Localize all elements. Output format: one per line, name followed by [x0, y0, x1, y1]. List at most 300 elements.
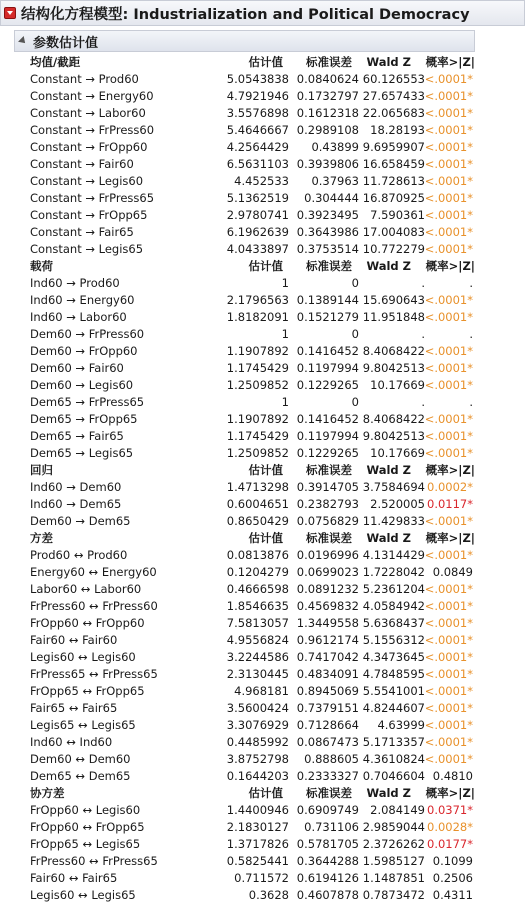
wald-z-cell: 3.7584694 — [362, 480, 425, 494]
term-cell: Constant → Energy60 — [30, 89, 154, 103]
std-error-cell: 0.3914705 — [296, 480, 359, 494]
table-row — [26, 564, 475, 581]
estimate-cell: 6.5631103 — [226, 157, 289, 171]
wald-z-cell: 27.657433 — [362, 89, 425, 103]
group-header-row — [26, 258, 475, 275]
std-error-cell: 0.3753514 — [296, 242, 359, 256]
table-row — [26, 190, 475, 207]
table-row — [26, 479, 475, 496]
prob-cell: <.0001* — [424, 140, 473, 154]
table-row — [26, 428, 475, 445]
std-error-cell: 0.43899 — [311, 140, 359, 154]
std-error-cell: 0.6909749 — [296, 803, 359, 817]
std-error-cell: 0.4834091 — [296, 667, 359, 681]
table-row — [26, 632, 475, 649]
wald-z-cell: 5.2361204 — [362, 582, 425, 596]
std-error-cell: 0.0196996 — [296, 548, 359, 562]
prob-cell: 0.0117* — [427, 497, 473, 511]
estimate-cell: 0.4666598 — [226, 582, 289, 596]
group-label: 载荷 — [30, 259, 53, 273]
prob-cell: <.0001* — [424, 242, 473, 256]
estimate-cell: 1 — [281, 276, 289, 290]
column-header-wald-z: Wald Z — [366, 786, 411, 800]
wald-z-cell: 1.7228042 — [362, 565, 425, 579]
estimate-cell: 2.1796563 — [226, 293, 289, 307]
estimate-cell: 1 — [281, 395, 289, 409]
table-row — [26, 343, 475, 360]
prob-cell: <.0001* — [424, 106, 473, 120]
prob-cell: 0.0002* — [427, 480, 473, 494]
wald-z-cell: 17.004083 — [362, 225, 425, 239]
wald-z-cell: 4.63999 — [377, 718, 425, 732]
prob-cell: <.0001* — [424, 599, 473, 613]
prob-cell: 0.4810 — [432, 769, 473, 783]
prob-cell: <.0001* — [424, 89, 473, 103]
std-error-cell: 0.5781705 — [296, 837, 359, 851]
term-cell: Legis60 ↔ Legis65 — [30, 888, 136, 902]
std-error-cell: 0.2333327 — [296, 769, 359, 783]
estimate-cell: 5.4646667 — [226, 123, 289, 137]
column-header-std-error: 标准误差 — [306, 463, 352, 477]
std-error-cell: 0.1416452 — [296, 412, 359, 426]
prob-cell: <.0001* — [424, 684, 473, 698]
group-header-row — [26, 462, 475, 479]
estimate-cell: 1.3717826 — [226, 837, 289, 851]
table-row — [26, 836, 475, 853]
term-cell: FrPress65 ↔ FrPress65 — [30, 667, 158, 681]
term-cell: Ind60 → Prod60 — [30, 276, 120, 290]
std-error-cell: 0.37963 — [311, 174, 359, 188]
wald-z-cell: 7.590361 — [370, 208, 425, 222]
column-header-wald-z: Wald Z — [366, 55, 411, 69]
std-error-cell: 0.888605 — [304, 752, 359, 766]
estimate-cell: 4.452533 — [234, 174, 289, 188]
column-header-prob: 概率>|Z| — [425, 786, 475, 800]
table-row — [26, 581, 475, 598]
std-error-cell: 0.2382793 — [296, 497, 359, 511]
wald-z-cell: 0.7873472 — [362, 888, 425, 902]
column-header-std-error: 标准误差 — [306, 55, 352, 69]
term-cell: FrOpp65 ↔ FrOpp65 — [30, 684, 145, 698]
group-label: 方差 — [30, 531, 53, 545]
term-cell: Ind60 → Labor60 — [30, 310, 127, 324]
std-error-cell: 0.731106 — [304, 820, 359, 834]
wald-z-cell: 4.3610824 — [362, 752, 425, 766]
prob-cell: . — [469, 276, 473, 290]
term-cell: Dem65 → Legis65 — [30, 446, 134, 460]
std-error-cell: 0.7417042 — [296, 650, 359, 664]
table-row — [26, 377, 475, 394]
estimate-cell: 2.1830127 — [226, 820, 289, 834]
wald-z-cell: 10.17669 — [370, 446, 425, 460]
group-label: 协方差 — [30, 786, 65, 800]
table-row — [26, 496, 475, 513]
term-cell: Constant → Prod60 — [30, 72, 139, 86]
wald-z-cell: . — [421, 276, 425, 290]
term-cell: Dem60 ↔ Dem60 — [30, 752, 131, 766]
estimate-cell: 1.1745429 — [226, 429, 289, 443]
wald-z-cell: 1.5985127 — [362, 854, 425, 868]
term-cell: FrOpp60 ↔ FrOpp65 — [30, 820, 145, 834]
prob-cell: 0.0371* — [427, 803, 473, 817]
table-row — [26, 292, 475, 309]
wald-z-cell: 2.3726262 — [362, 837, 425, 851]
table-row — [26, 139, 475, 156]
table-row — [26, 887, 475, 904]
prob-cell: <.0001* — [424, 123, 473, 137]
table-row — [26, 768, 475, 785]
estimate-cell: 4.9556824 — [226, 633, 289, 647]
table-row — [26, 71, 475, 88]
wald-z-cell: 4.3473645 — [362, 650, 425, 664]
wald-z-cell: . — [421, 395, 425, 409]
std-error-cell: 0.3939806 — [296, 157, 359, 171]
table-row — [26, 88, 475, 105]
prob-cell: <.0001* — [424, 429, 473, 443]
term-cell: Constant → Legis60 — [30, 174, 144, 188]
wald-z-cell: 0.7046604 — [362, 769, 425, 783]
term-cell: Constant → Fair60 — [30, 157, 134, 171]
term-cell: Dem65 → Fair65 — [30, 429, 124, 443]
estimate-cell: 4.968181 — [234, 684, 289, 698]
estimate-cell: 0.4485992 — [226, 735, 289, 749]
prob-cell: <.0001* — [424, 667, 473, 681]
term-cell: Legis60 ↔ Legis60 — [30, 650, 136, 664]
estimate-cell: 1.2509852 — [226, 378, 289, 392]
column-header-estimate: 估计值 — [248, 786, 283, 800]
term-cell: Fair60 ↔ Fair60 — [30, 633, 118, 647]
term-cell: FrOpp65 ↔ Legis65 — [30, 837, 141, 851]
std-error-cell: 0.1229265 — [296, 378, 359, 392]
prob-cell: <.0001* — [424, 650, 473, 664]
parameter-estimates-table — [26, 54, 475, 914]
estimate-cell: 1.4713298 — [226, 480, 289, 494]
table-row — [26, 360, 475, 377]
prob-cell: <.0001* — [424, 735, 473, 749]
std-error-cell: 0.4569832 — [296, 599, 359, 613]
report-title-bar[interactable] — [0, 0, 525, 26]
table-row — [26, 734, 475, 751]
std-error-cell: 0.7128664 — [296, 718, 359, 732]
term-cell: Dem65 → FrOpp65 — [30, 412, 138, 426]
wald-z-cell: 1.1487851 — [362, 871, 425, 885]
parameter-estimates-header[interactable] — [14, 30, 475, 52]
prob-cell: <.0001* — [424, 72, 473, 86]
prob-cell: 0.0028* — [427, 820, 473, 834]
wald-z-cell: 16.870925 — [362, 191, 425, 205]
prob-cell: <.0001* — [424, 225, 473, 239]
table-row — [26, 853, 475, 870]
column-header-wald-z: Wald Z — [366, 259, 411, 273]
wald-z-cell: 5.1556312 — [362, 633, 425, 647]
std-error-cell: 0.1521279 — [296, 310, 359, 324]
table-row — [26, 105, 475, 122]
estimate-cell: 3.2244586 — [226, 650, 289, 664]
table-row — [26, 751, 475, 768]
prob-cell: <.0001* — [424, 174, 473, 188]
term-cell: FrPress60 ↔ FrPress65 — [30, 854, 158, 868]
table-row — [26, 241, 475, 258]
estimate-cell: 7.5813057 — [226, 616, 289, 630]
std-error-cell: 0.1389144 — [296, 293, 359, 307]
wald-z-cell: 4.1314429 — [362, 548, 425, 562]
table-row — [26, 870, 475, 887]
table-row — [26, 615, 475, 632]
prob-cell: <.0001* — [424, 633, 473, 647]
std-error-cell: 0.3923495 — [296, 208, 359, 222]
group-header-row — [26, 785, 475, 802]
estimate-cell: 0.711572 — [234, 871, 289, 885]
estimate-cell: 1 — [281, 327, 289, 341]
term-cell: Fair65 ↔ Fair65 — [30, 701, 118, 715]
estimate-cell: 0.6004651 — [226, 497, 289, 511]
prob-cell: 0.4311 — [432, 888, 473, 902]
column-header-estimate: 估计值 — [248, 531, 283, 545]
std-error-cell: 0 — [351, 327, 359, 341]
wald-z-cell: 11.728613 — [362, 174, 425, 188]
wald-z-cell: 11.429833 — [362, 514, 425, 528]
estimate-cell: 1.8546635 — [226, 599, 289, 613]
table-row — [26, 683, 475, 700]
std-error-cell: 0.2989108 — [296, 123, 359, 137]
table-row — [26, 122, 475, 139]
prob-cell: <.0001* — [424, 582, 473, 596]
table-row — [26, 802, 475, 819]
table-row — [26, 173, 475, 190]
group-label: 回归 — [30, 463, 53, 477]
prob-cell: <.0001* — [424, 548, 473, 562]
group-label: 均值/截距 — [30, 55, 81, 69]
wald-z-cell: . — [421, 327, 425, 341]
term-cell: Constant → FrPress60 — [30, 123, 155, 137]
estimate-cell: 1.1907892 — [226, 412, 289, 426]
term-cell: Labor60 ↔ Labor60 — [30, 582, 142, 596]
red-triangle-menu-icon[interactable] — [4, 7, 16, 19]
estimate-cell: 1.8182091 — [226, 310, 289, 324]
prob-cell: 0.0849 — [432, 565, 473, 579]
column-header-std-error: 标准误差 — [306, 531, 352, 545]
wald-z-cell: 4.8244607 — [362, 701, 425, 715]
std-error-cell: 0.304444 — [304, 191, 359, 205]
std-error-cell: 0.1229265 — [296, 446, 359, 460]
table-row — [26, 411, 475, 428]
prob-cell: <.0001* — [424, 378, 473, 392]
prob-cell: <.0001* — [424, 412, 473, 426]
std-error-cell: 1.3449558 — [296, 616, 359, 630]
term-cell: Dem60 → Fair60 — [30, 361, 124, 375]
estimate-cell: 0.5825441 — [226, 854, 289, 868]
table-row — [26, 513, 475, 530]
prob-cell: <.0001* — [424, 293, 473, 307]
prob-cell: <.0001* — [424, 157, 473, 171]
disclosure-triangle-icon[interactable] — [18, 36, 28, 46]
prob-cell: . — [469, 395, 473, 409]
prob-cell: <.0001* — [424, 514, 473, 528]
term-cell: Dem60 → FrOpp60 — [30, 344, 138, 358]
estimate-cell: 1.1907892 — [226, 344, 289, 358]
estimate-cell: 0.0813876 — [226, 548, 289, 562]
column-header-estimate: 估计值 — [248, 259, 283, 273]
table-row — [26, 547, 475, 564]
estimate-cell: 5.0543838 — [226, 72, 289, 86]
std-error-cell: 0.0867473 — [296, 735, 359, 749]
estimate-cell: 3.3076929 — [226, 718, 289, 732]
wald-z-cell: 9.6959907 — [362, 140, 425, 154]
estimate-cell: 0.3628 — [248, 888, 289, 902]
term-cell: FrOpp60 ↔ Legis60 — [30, 803, 141, 817]
std-error-cell: 0.0891232 — [296, 582, 359, 596]
prob-cell: <.0001* — [424, 310, 473, 324]
wald-z-cell: 5.5541001 — [362, 684, 425, 698]
group-header-row — [26, 530, 475, 547]
prob-cell: <.0001* — [424, 616, 473, 630]
estimate-cell: 0.1204279 — [226, 565, 289, 579]
std-error-cell: 0.1732797 — [296, 89, 359, 103]
term-cell: Legis65 ↔ Legis65 — [30, 718, 136, 732]
std-error-cell: 0.3644288 — [296, 854, 359, 868]
estimate-cell: 6.1962639 — [226, 225, 289, 239]
wald-z-cell: 4.0584942 — [362, 599, 425, 613]
table-row — [26, 224, 475, 241]
estimate-cell: 1.1745429 — [226, 361, 289, 375]
wald-z-cell: 5.1713357 — [362, 735, 425, 749]
prob-cell: . — [469, 327, 473, 341]
std-error-cell: 0.9612174 — [296, 633, 359, 647]
prob-cell: <.0001* — [424, 752, 473, 766]
std-error-cell: 0.1416452 — [296, 344, 359, 358]
estimate-cell: 2.3130445 — [226, 667, 289, 681]
column-header-prob: 概率>|Z| — [425, 259, 475, 273]
std-error-cell: 0.4607878 — [296, 888, 359, 902]
wald-z-cell: 8.4068422 — [362, 412, 425, 426]
estimate-cell: 3.5576898 — [226, 106, 289, 120]
wald-z-cell: 9.8042513 — [362, 429, 425, 443]
table-row — [26, 598, 475, 615]
column-header-estimate: 估计值 — [248, 463, 283, 477]
column-header-wald-z: Wald Z — [366, 531, 411, 545]
wald-z-cell: 9.8042513 — [362, 361, 425, 375]
wald-z-cell: 2.9859044 — [362, 820, 425, 834]
term-cell: Dem60 → Legis60 — [30, 378, 134, 392]
term-cell: Constant → FrOpp60 — [30, 140, 148, 154]
std-error-cell: 0.1197994 — [296, 429, 359, 443]
table-row — [26, 717, 475, 734]
std-error-cell: 0.1197994 — [296, 361, 359, 375]
term-cell: Prod60 ↔ Prod60 — [30, 548, 128, 562]
term-cell: FrOpp60 ↔ FrOpp60 — [30, 616, 145, 630]
table-row — [26, 394, 475, 411]
table-row — [26, 649, 475, 666]
prob-cell: <.0001* — [424, 361, 473, 375]
term-cell: Ind60 → Dem60 — [30, 480, 122, 494]
wald-z-cell: 22.065683 — [362, 106, 425, 120]
table-row — [26, 275, 475, 292]
term-cell: Ind60 ↔ Ind60 — [30, 735, 113, 749]
column-header-prob: 概率>|Z| — [425, 463, 475, 477]
prob-cell: 0.1099 — [432, 854, 473, 868]
estimate-cell: 1.4400946 — [226, 803, 289, 817]
prob-cell: <.0001* — [424, 344, 473, 358]
table-row — [26, 309, 475, 326]
column-header-wald-z: Wald Z — [366, 463, 411, 477]
wald-z-cell: 10.772279 — [362, 242, 425, 256]
column-header-prob: 概率>|Z| — [425, 55, 475, 69]
std-error-cell: 0.3643986 — [296, 225, 359, 239]
prob-cell: <.0001* — [424, 208, 473, 222]
std-error-cell: 0.0840624 — [296, 72, 359, 86]
wald-z-cell: 8.4068422 — [362, 344, 425, 358]
table-row — [26, 666, 475, 683]
table-row — [26, 326, 475, 343]
std-error-cell: 0.1612318 — [296, 106, 359, 120]
term-cell: Dem60 → FrPress60 — [30, 327, 145, 341]
term-cell: Constant → FrOpp65 — [30, 208, 148, 222]
column-header-estimate: 估计值 — [248, 55, 283, 69]
estimate-cell: 3.5600424 — [226, 701, 289, 715]
term-cell: Constant → FrPress65 — [30, 191, 155, 205]
term-cell: Ind60 → Dem65 — [30, 497, 122, 511]
estimate-cell: 1.2509852 — [226, 446, 289, 460]
estimate-cell: 4.0433897 — [226, 242, 289, 256]
column-header-std-error: 标准误差 — [306, 259, 352, 273]
table-row — [26, 700, 475, 717]
estimate-cell: 0.8650429 — [226, 514, 289, 528]
term-cell: Constant → Legis65 — [30, 242, 144, 256]
prob-cell: <.0001* — [424, 701, 473, 715]
column-header-std-error: 标准误差 — [306, 786, 352, 800]
column-header-prob: 概率>|Z| — [425, 531, 475, 545]
report-title: 结构化方程模型: Industrialization and Political Democracy — [21, 6, 470, 23]
std-error-cell: 0 — [351, 395, 359, 409]
section-title: 参数估计值 — [33, 35, 99, 51]
wald-z-cell: 2.520005 — [370, 497, 425, 511]
prob-cell: <.0001* — [424, 191, 473, 205]
wald-z-cell: 4.7848595 — [362, 667, 425, 681]
term-cell: Dem65 ↔ Dem65 — [30, 769, 131, 783]
term-cell: Constant → Fair65 — [30, 225, 134, 239]
term-cell: FrPress60 ↔ FrPress60 — [30, 599, 158, 613]
table-row — [26, 207, 475, 224]
std-error-cell: 0.0699023 — [296, 565, 359, 579]
wald-z-cell: 10.17669 — [370, 378, 425, 392]
term-cell: Fair60 ↔ Fair65 — [30, 871, 118, 885]
estimate-cell: 2.9780741 — [226, 208, 289, 222]
prob-cell: <.0001* — [424, 446, 473, 460]
estimate-cell: 4.2564429 — [226, 140, 289, 154]
wald-z-cell: 2.084149 — [370, 803, 425, 817]
wald-z-cell: 18.28193 — [370, 123, 425, 137]
estimate-cell: 4.7921946 — [226, 89, 289, 103]
table-row — [26, 156, 475, 173]
estimate-cell: 3.8752798 — [226, 752, 289, 766]
term-cell: Dem60 → Dem65 — [30, 514, 131, 528]
term-cell: Energy60 ↔ Energy60 — [30, 565, 157, 579]
std-error-cell: 0 — [351, 276, 359, 290]
wald-z-cell: 16.658459 — [362, 157, 425, 171]
table-row — [26, 819, 475, 836]
wald-z-cell: 60.126553 — [362, 72, 425, 86]
estimate-cell: 5.1362519 — [226, 191, 289, 205]
wald-z-cell: 11.951848 — [362, 310, 425, 324]
term-cell: Constant → Labor60 — [30, 106, 146, 120]
std-error-cell: 0.0756829 — [296, 514, 359, 528]
std-error-cell: 0.6194126 — [296, 871, 359, 885]
table-row — [26, 445, 475, 462]
estimate-cell: 0.1644203 — [226, 769, 289, 783]
prob-cell: <.0001* — [424, 718, 473, 732]
std-error-cell: 0.7379151 — [296, 701, 359, 715]
prob-cell: 0.0177* — [427, 837, 473, 851]
